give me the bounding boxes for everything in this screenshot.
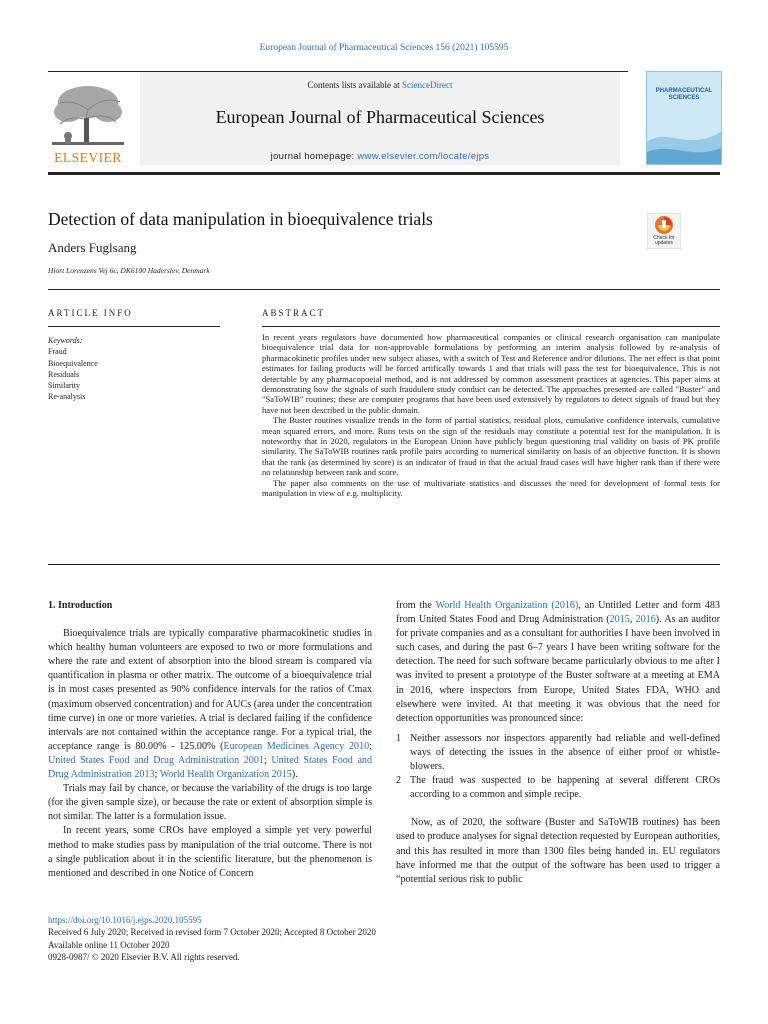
sciencedirect-link[interactable]: ScienceDirect <box>402 80 453 90</box>
journal-homepage-link[interactable]: www.elsevier.com/locate/ejps <box>357 151 490 162</box>
author-affiliation: Hiort Lorenzens Vej 6c, DK6100 Haderslev, Denmark <box>48 266 210 275</box>
keyword: Bioequivalence <box>48 358 98 368</box>
keywords-block <box>48 335 98 403</box>
reference-link[interactable]: World Health Organization 2015 <box>159 769 292 781</box>
available-online: Available online 11 October 2020 <box>48 939 170 950</box>
reference-link[interactable]: World Health Organization (2016) <box>435 600 579 611</box>
cover-title: PHARMACEUTICAL SCIENCES <box>655 88 713 101</box>
info-top-rule <box>48 289 720 290</box>
abstract-paragraph: In recent years regulators have documented how pharmaceutical companies or clinical research organisation can manipulate bioequivalence trial data for non-approvable formulations by performing an interim analysis followed by re-analysis of pharmacokinetic profiles under new subject aliases, with a switch of Test and Reference and/or dilutions. The net effect is that point estimates for failing products will be forced artifically towards 1 and that trials will pass the test for bioequivalence. This is not detectable by any pharmacopoeial method, and is not addressed by common assessment practices at agencies. This paper aims at demonstrating how the signals of such fraudulent study conduct can be detected. The approaches presented are called "Buster" and "SaToWIB" routines; these are computer programs that have been used extensively by regulators to detect signals of fraud but they have not been described in the public domain. <box>262 332 720 415</box>
abstract-body <box>262 332 720 499</box>
left-column <box>48 599 372 881</box>
body-paragraph: Bioequivalence trials are typically comparative pharmacokinetic studies in which healthy human volunteers are exposed to two or more formulations and where the rate and extent of absorption into the blood stream is compared via quantification in plasma or other matrix. The outcome of a bioequivalence trial is in most cases presented as 90% confidence intervals for the ratios of Cmax (maximum observed concentration) and for AUCs (area under the concentration time curve) in one or more varieties. A trial is declared failing if the confidence intervals are not contained within the acceptance range. For a typical trial, the acceptance range is 80.00% - 125.00% (European Medicines Agency 2010; United States Food and Drug Administration 2001; United States Food and Drug Administration 2013; World Health Organization 2015). <box>48 628 373 781</box>
received-dates: Received 6 July 2020; Received in revised form 7 October 2020; Accepted 8 October 2020 <box>48 927 376 938</box>
numbered-list <box>396 732 720 802</box>
journal-homepage-line: journal homepage: www.elsevier.com/locate/ejps <box>270 151 490 162</box>
keyword: Similarity <box>48 381 80 391</box>
body-paragraph: In recent years, some CROs have employed a simple yet very powerful method to make studies pass by manipulation of the trial outcome. There is not a single publication about it in the scientific literature, but the phenomenon is mentioned and described in one Notice of Concern <box>48 825 372 879</box>
copyright-line: 0928-0987/ © 2020 Elsevier B.V. All rights reserved. <box>48 952 240 963</box>
reference-link[interactable]: United States Food and Drug Administration 2001 <box>48 754 264 766</box>
reference-link[interactable]: European Medicines Agency 2010 <box>223 740 370 752</box>
journal-cover-thumbnail <box>646 71 722 165</box>
abstract-label: ABSTRACT <box>262 308 326 318</box>
section-heading-introduction: 1. Introduction <box>48 600 113 611</box>
reference-link[interactable]: 2015 <box>609 614 630 626</box>
body-paragraph: from the World Health Organization (2016), an Untitled Letter and form 483 from United States Food and Drug Administration (2015, 2016). As an auditor for private companies and as a consultant for authorities I have been involved in such cases, and during the past 6–7 years I have been writing software for the detection. The need for such software became particularly obvious to me after I was invited to present a prototype of the Buster software at a meeting at EMA in 2016, where inspectors from Europe, United States FDA, WHO and elsewhere were invited. At that meeting it was obvious that the need for detection opportunities was pronounced since: <box>396 600 721 724</box>
reference-link[interactable]: United States Food and Drug Administration 2013 <box>48 754 373 781</box>
header-bottom-rule <box>48 172 720 175</box>
right-column <box>396 599 720 887</box>
abstract-paragraph: The paper also comments on the use of multivariate statistics and discusses the need for development of formal tests for manipulation in view of e.g. multiplicity. <box>262 477 720 499</box>
reference-link[interactable]: 2016 <box>635 614 656 626</box>
article-title: Detection of data manipulation in bioequivalence trials <box>48 209 433 229</box>
list-item: 2 The fraud was suspected to be happening at several different CROs according to a common and simple recipe. <box>396 775 720 801</box>
journal-title: European Journal of Pharmaceutical Sciences <box>215 107 545 127</box>
cover-art-icon <box>647 72 721 164</box>
check-for-updates-label: Check for updates <box>653 235 675 247</box>
contents-line: Contents lists available at ScienceDirect <box>307 80 453 90</box>
keyword: Residuals <box>48 369 80 379</box>
keyword: Fraud <box>48 347 67 357</box>
keyword: Re-analysis <box>48 392 86 402</box>
article-info-label: ARTICLE INFO <box>48 308 133 318</box>
body-paragraph: Trials may fail by chance, or because the variability of the drugs is too large (for the given sample size), or because the rate or extent of absorption simple is not similar. The latter is a formulation issue. <box>48 783 372 823</box>
abstract-paragraph: The Buster routines visualize trends in the form of partial statistics, residual plots, cumulative confidence intervals, cumulative mean squared errors, and more. Runs tests on the sign of the residuals may constitute a potential test for the manipulation. It is noteworthy that in 2020, regulators in the European Union have publicly begun questioning trial validity on basis of PK profile similarity. The SaToWIB routines rank profile pairs according to numerical similarity on basis of an objective function. It is shown that the rank (as determined by score) is an indicator of fraud in that the actual fraud cases will have higher rank than if there were no relationship between rank and score. <box>262 415 720 478</box>
doi-link[interactable]: https://doi.org/10.1016/j.ejps.2020.105595 <box>48 915 202 925</box>
abstract-bottom-rule <box>48 564 720 565</box>
header-top-rule <box>48 71 628 164</box>
elsevier-wordmark: ELSEVIER <box>54 150 122 165</box>
abstract-rule <box>262 326 720 327</box>
list-item: 1 Neither assessors nor inspectors apparently had reliable and well-defined ways of detecting the issues in the absence of either proof or whistle-blowers. <box>396 732 720 773</box>
article-info-rule <box>48 326 220 327</box>
body-paragraph: Now, as of 2020, the software (Buster and SaToWIB routines) has been used to produce analyses for signal detection requested by European authorities, and this has resulted in more than 1300 files being handed in. EU regulators have informed me that the output of the software has been used to trigger a “potential serious risk to public <box>396 817 720 885</box>
keywords-label: Keywords: <box>48 336 83 345</box>
article-footer <box>48 914 376 964</box>
journal-reference-link[interactable]: European Journal of Pharmaceutical Sciences 156 (2021) 105595 <box>259 43 509 53</box>
author-name: Anders Fuglsang <box>48 240 137 255</box>
